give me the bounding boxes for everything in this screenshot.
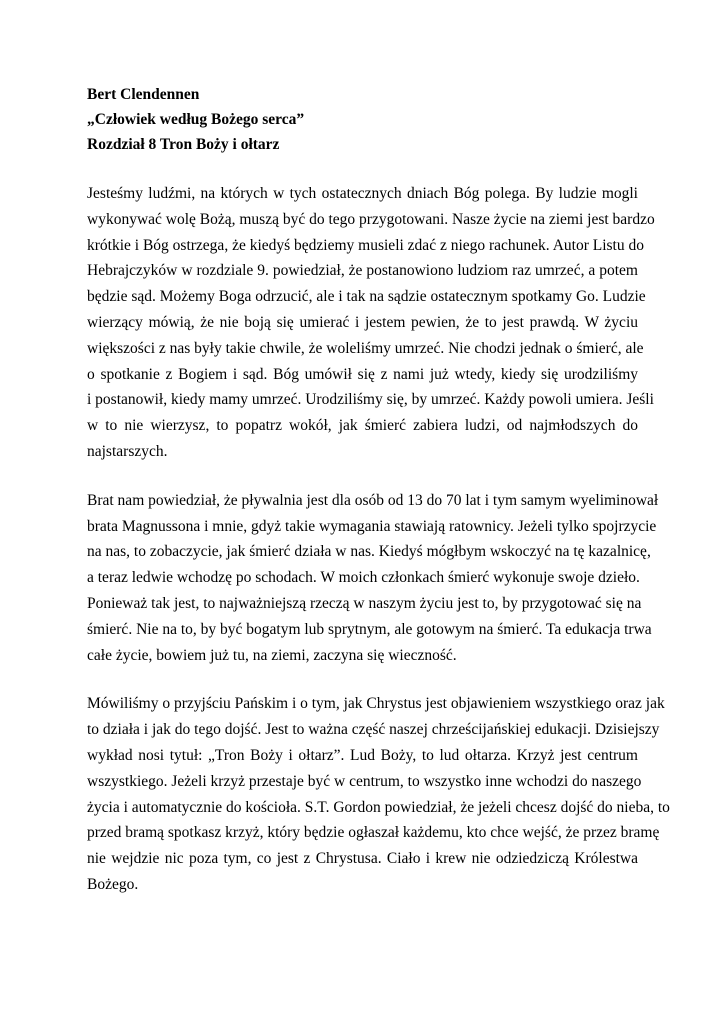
author-name: Bert Clendennen [87, 86, 200, 103]
text-line: Jesteśmy ludźmi, na których w tych ostatecznych dniach Bóg polega. By ludzie mogli [87, 185, 638, 202]
text-line: Ponieważ tak jest, to najważniejszą rzeczą w naszym życiu jest to, by przygotować się na [87, 594, 642, 612]
text-line: na nas, to zobaczycie, jak śmierć działa w nas. Kiedyś mógłbym wskoczyć na tę kazalnicę, [87, 543, 651, 561]
text-line: życia i automatycznie do kościoła. S.T. Gordon powiedział, że jeżeli chcesz dojść do nieba, to [87, 798, 670, 816]
text-line: krótkie i Bóg ostrzega, że kiedyś będziemy musieli zdać z niego rachunek. Autor Listu do [87, 236, 644, 254]
text-line: w to nie wierzysz, to popatrz wokół, jak śmierć zabiera ludzi, od najmłodszych do [87, 417, 638, 435]
document-header [87, 82, 638, 157]
text-line: śmierć. Nie na to, by być bogatym lub sprytnym, ale gotowym na śmierć. Ta edukacja trwa [87, 620, 652, 638]
paragraph-3 [87, 691, 670, 897]
chapter-title: Rozdział 8 Tron Boży i ołtarz [87, 136, 280, 153]
text-line: o spotkanie z Bogiem i sąd. Bóg umówił się z nami już wtedy, kiedy się urodziliśmy [87, 365, 638, 383]
text-line: wierzący mówią, że nie boją się umierać i jestem pewien, że to jest prawdą. W życiu [87, 313, 638, 331]
text-line: będzie sąd. Możemy Boga odrzucić, ale i tak na sądzie ostatecznym spotkamy Go. Ludzie [87, 288, 646, 306]
text-line: Brat nam powiedział, że pływalnia jest dla osób od 13 do 70 lat i tym samym wyeliminował [87, 491, 659, 509]
document-page [87, 82, 670, 921]
text-line: przed bramą spotkasz krzyż, który będzie ogłaszał każdemu, kto chce wejść, że przez bramę [87, 824, 660, 842]
paragraph-2 [87, 488, 659, 669]
text-line: całe życie, bowiem już tu, na ziemi, zaczyna się wieczność. [87, 646, 457, 664]
text-line: to działa i jak do tego dojść. Jest to ważna część naszej chrześcijańskiej edukacji. Dzisiejszy [87, 721, 660, 739]
text-line: wykład nosi tytuł: „Tron Boży i ołtarz”. Lud Boży, to lud ołtarza. Krzyż jest centrum [87, 746, 638, 764]
text-line: i postanowił, kiedy mamy umrzeć. Urodziliśmy się, by umrzeć. Każdy powoli umiera. Jeśli [87, 391, 654, 409]
text-line: Mówiliśmy o przyjściu Pańskim i o tym, jak Chrystus jest objawieniem wszystkiego oraz jak [87, 695, 665, 713]
text-line: wykonywać wolę Bożą, muszą być do tego przygotowani. Nasze życie na ziemi jest bardzo [87, 210, 655, 228]
paragraph-1 [87, 181, 655, 465]
text-line: brata Magnussona i mnie, gdyż takie wymagania stawiają ratownicy. Jeżeli tylko spojrzycie [87, 517, 657, 535]
text-line: najstarszych. [87, 442, 168, 460]
book-title: „Człowiek według Bożego serca” [87, 111, 305, 128]
text-line: wszystkiego. Jeżeli krzyż przestaje być w centrum, to wszystko inne wchodzi do naszego [87, 772, 642, 790]
text-line: nie wejdzie nic poza tym, co jest z Chrystusa. Ciało i krew nie odziedziczą Królestwa [87, 850, 638, 868]
text-line: Hebrajczyków w rozdziale 9. powiedział, że postanowiono ludziom raz umrzeć, a potem [87, 262, 638, 280]
text-line: Bożego. [87, 875, 139, 893]
text-line: większości z nas były takie chwile, że woleliśmy umrzeć. Nie chodzi jednak o śmierć, ale [87, 339, 644, 357]
text-line: a teraz ledwie wchodzę po schodach. W moich członkach śmierć wykonuje swoje dzieło. [87, 569, 640, 587]
